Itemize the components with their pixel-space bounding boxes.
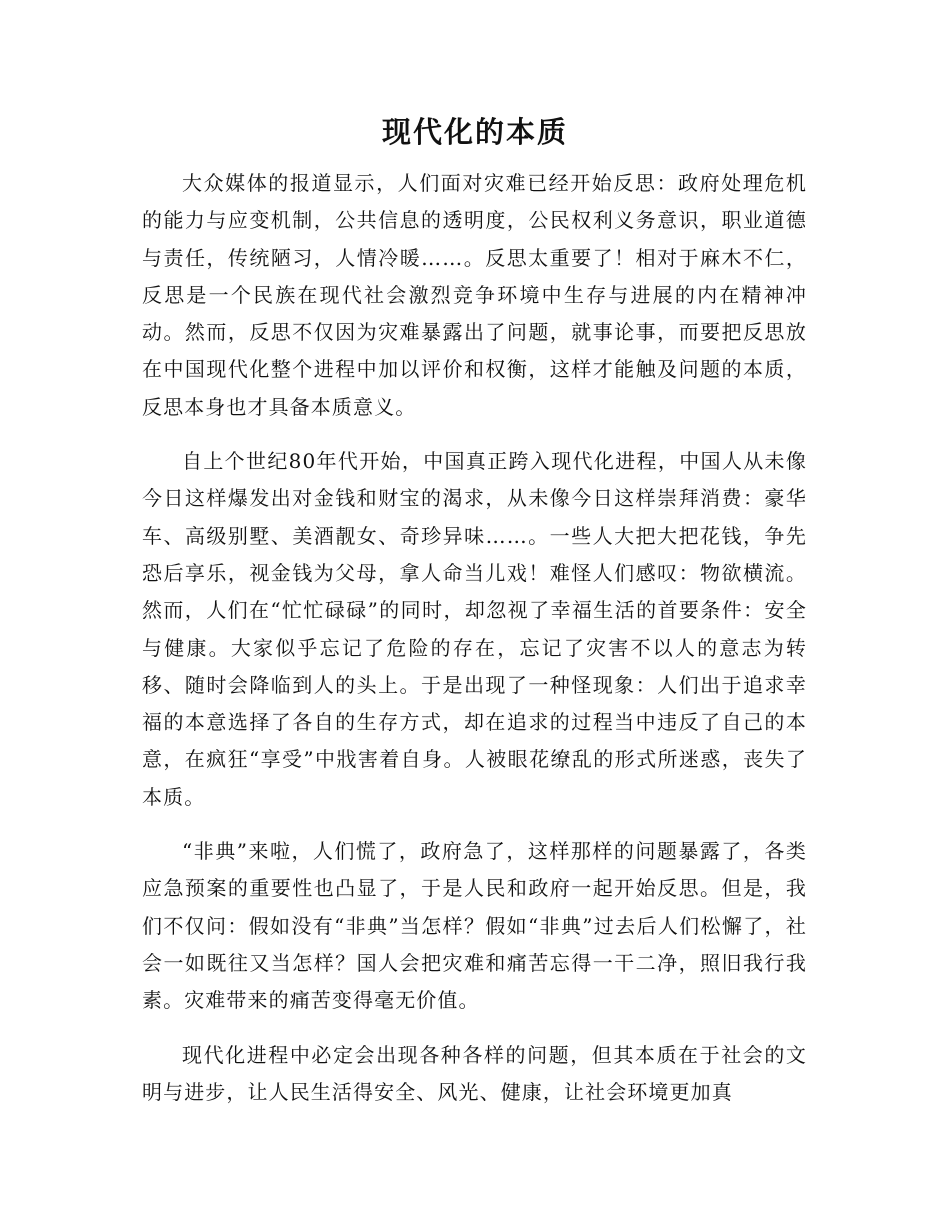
document-title: 现代化的本质	[381, 115, 568, 149]
document-body	[142, 165, 807, 1128]
paragraph-2: 自上个世纪80年代开始，中国真正跨入现代化进程，中国人从未像今日这样爆发出对金钱和财宝的渴求，从未像今日这样崇拜消费：豪华车、高级别墅、美酒靓女、奇珍异味……。一些人大把大把花钱，争先恐后享乐，视金钱为父母，拿人命当儿戏！难怪人们感叹：物欲横流。然而，人们在“忙忙碌碌”的同时，却忽视了幸福生活的首要条件：安全与健康。大家似乎忘记了危险的存在，忘记了灾害不以人的意志为转移、随时会降临到人的头上。于是出现了一种怪现象：人们出于追求幸福的本意选择了各自的生存方式，却在追求的过程当中违反了自己的本意，在疯狂“享受”中戕害着自身。人被眼花缭乱的形式所迷惑，丧失了本质。	[142, 449, 807, 809]
paragraph-1: 大众媒体的报道显示，人们面对灾难已经开始反思：政府处理危机的能力与应变机制，公共信息的透明度，公民权利义务意识，职业道德与责任，传统陋习，人情冷暖……。反思太重要了！相对于麻木不仁，反思是一个民族在现代社会激烈竞争环境中生存与进展的内在精神冲动。然而，反思不仅因为灾难暴露出了问题，就事论事，而要把反思放在中国现代化整个进程中加以评价和权衡，这样才能触及问题的本质，反思本身也才具备本质意义。	[142, 171, 807, 419]
paragraph-4: 现代化进程中必定会出现各种各样的问题，但其本质在于社会的文明与进步，让人民生活得安全、风光、健康，让社会环境更加真	[142, 1042, 807, 1104]
paragraph-3: “非典”来啦，人们慌了，政府急了，这样那样的问题暴露了，各类应急预案的重要性也凸显了，于是人民和政府一起开始反思。但是，我们不仅问：假如没有“非典”当怎样？假如“非典”过去后人们松懈了，社会一如既往又当怎样？国人会把灾难和痛苦忘得一干二净，照旧我行我素。灾难带来的痛苦变得毫无价值。	[142, 839, 807, 1013]
